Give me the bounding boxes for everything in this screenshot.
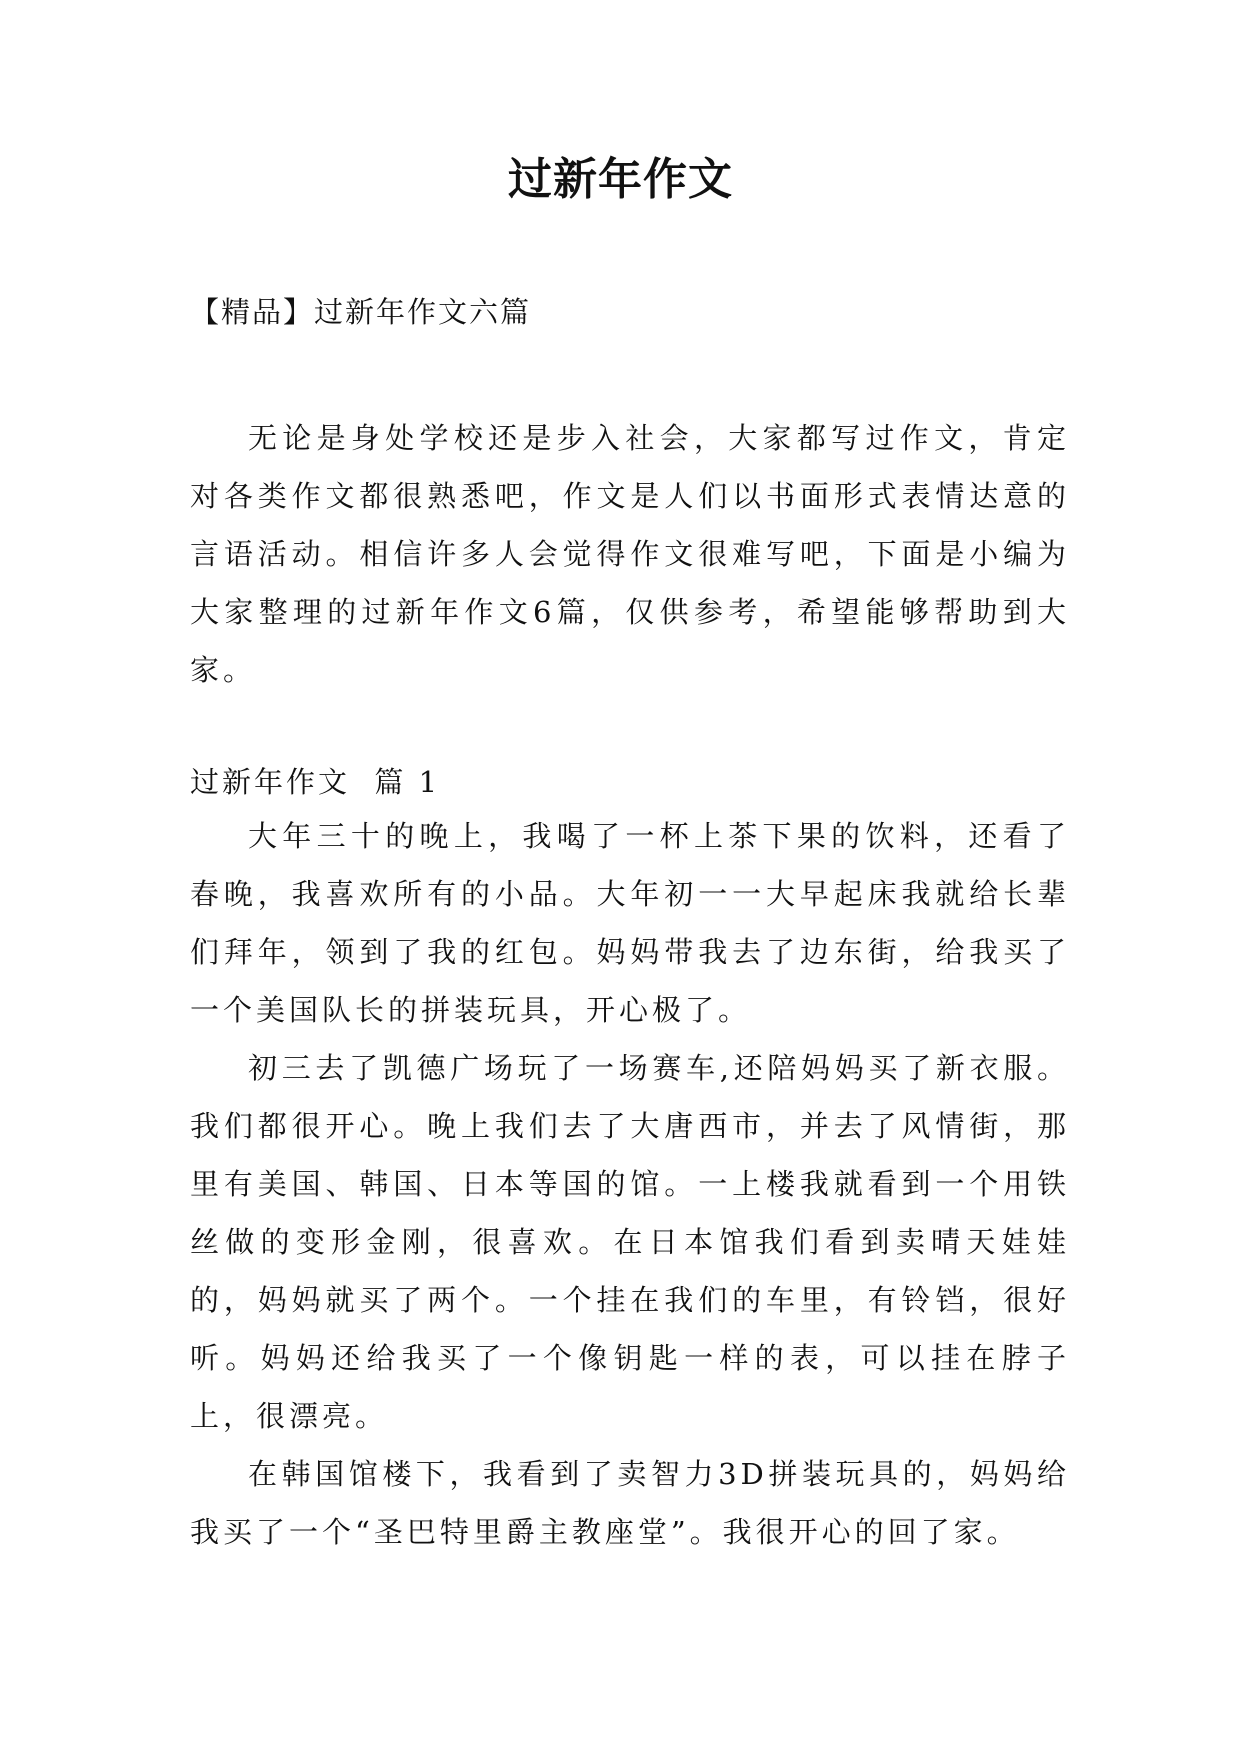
article-paragraph-1: 大年三十的晚上，我喝了一杯上茶下果的饮料，还看了春晚，我喜欢所有的小品。大年初一一大早起床我就给长辈们拜年，领到了我的红包。妈妈带我去了边东街，给我买了一个美国队长的拼装玩具，开心极了。 <box>190 819 1070 1027</box>
section-heading: 过新年作文 篇 1 <box>190 765 441 799</box>
intro-paragraph: 无论是身处学校还是步入社会，大家都写过作文，肯定对各类作文都很熟悉吧，作文是人们以书面形式表情达意的言语活动。相信许多人会觉得作文很难写吧，下面是小编为大家整理的过新年作文6篇，仅供参考，希望能够帮助到大家。 <box>190 421 1070 687</box>
article-body <box>190 807 1070 1561</box>
article-paragraph-2: 初三去了凯德广场玩了一场赛车,还陪妈妈买了新衣服。我们都很开心。晚上我们去了大唐西市，并去了风情街，那里有美国、韩国、日本等国的馆。一上楼我就看到一个用铁丝做的变形金刚，很喜欢。在日本馆我们看到卖晴天娃娃的，妈妈就买了两个。一个挂在我们的车里，有铃铛，很好听。妈妈还给我买了一个像钥匙一样的表，可以挂在脖子上，很漂亮。 <box>190 1051 1070 1433</box>
article-paragraph-3: 在韩国馆楼下，我看到了卖智力3D拼装玩具的，妈妈给我买了一个“圣巴特里爵主教座堂”。我很开心的回了家。 <box>190 1457 1070 1549</box>
document-title: 过新年作文 <box>508 154 733 205</box>
document-subtitle: 【精品】过新年作文六篇 <box>190 295 532 329</box>
intro-section <box>190 409 1070 699</box>
